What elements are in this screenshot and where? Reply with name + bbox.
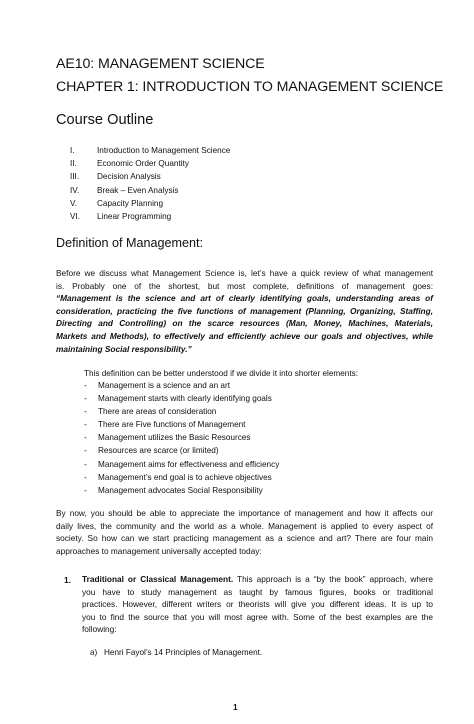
dash-bullet: -: [84, 381, 87, 390]
outline-text: Break – Even Analysis: [97, 185, 179, 195]
paragraph-line: Before we discuss what Management Science is, let’s have a quick review of what management: [56, 268, 433, 278]
quote-line: consideration, practicing the five functions of management (Planning, Organizing, Staffing,: [56, 305, 433, 316]
dash-bullet: -: [84, 459, 87, 469]
paragraph-line: you to find the source that you will most agree with. Some of the best examples are the: [82, 611, 433, 622]
paragraph-line: By now, you should be able to appreciate the importance of management and how it affects our: [56, 508, 433, 518]
quote-line: Directing and Controlling) on the scarce resources (Man, Money, Machines, Materials,: [56, 318, 433, 329]
paragraph-line: you have to study management as taught by famous figures, books or traditional: [82, 586, 433, 597]
course-outline-heading: Course Outline: [56, 112, 154, 128]
quote-line: Markets and Methods), to effectively and efficiently achieve our goals and objectives, while: [56, 330, 433, 341]
definition-heading: Definition of Management:: [56, 236, 204, 250]
outline-text: Decision Analysis: [97, 172, 161, 182]
list-item-text: Management starts with clearly identifying goals: [98, 394, 272, 404]
list-item-text: Management’s end goal is to achieve objectives: [98, 472, 272, 482]
dash-bullet: -: [84, 472, 87, 482]
paragraph-line: practices. However, different writers or theorists will give you different ideas. It is up to: [82, 599, 433, 610]
elements-intro: This definition can be better understood if we divide it into shorter elements:: [84, 369, 358, 378]
outline-text: Linear Programming: [97, 211, 172, 221]
chapter-title: CHAPTER 1: INTRODUCTION TO MANAGEMENT SCIENCE: [56, 79, 444, 95]
dash-bullet: -: [84, 485, 87, 495]
outline-text: Introduction to Management Science: [97, 146, 231, 155]
approach-title: Traditional or Classical Management.: [82, 574, 234, 584]
paragraph-line: society. So how can we start practicing management as a science and art? There are four main: [56, 533, 433, 544]
sub-item-a: [90, 648, 263, 657]
paragraph-line: approaches to management universally accepted today:: [56, 545, 262, 556]
sub-item-text: Henri Fayol’s 14 Principles of Management.: [104, 648, 263, 657]
quote-line: maintaining Social responsibility.”: [56, 343, 192, 354]
list-item-text: Management advocates Social Responsibility: [98, 485, 263, 495]
definition-paragraph: [56, 267, 433, 355]
outline-text: Economic Order Quantity: [97, 159, 189, 169]
list-item-text: There are areas of consideration: [98, 407, 217, 417]
outline-number: III.: [70, 172, 80, 182]
dash-bullet: -: [84, 433, 87, 443]
paragraph-line: daily lives, the community and the world as a whole. Management is applied to every aspect of: [56, 520, 433, 531]
outline-number: VI.: [70, 211, 81, 221]
paragraph-line: [82, 573, 433, 586]
outline-number: I.: [70, 146, 75, 155]
approach-number: 1.: [64, 575, 71, 585]
paragraph-line: following:: [82, 624, 117, 635]
dash-bullet: -: [84, 407, 87, 417]
list-item-text: There are Five functions of Management: [98, 420, 246, 430]
list-item-text: Management aims for effectiveness and efficiency: [98, 459, 280, 469]
list-item-text: Management utilizes the Basic Resources: [98, 433, 251, 443]
approach-paragraph: [82, 573, 433, 636]
list-item-text: Resources are scarce (or limited): [98, 446, 219, 456]
approach-first-line: This approach is a “by the book” approach, where: [233, 574, 433, 584]
dash-bullet: -: [84, 446, 87, 456]
paragraph-line: is. Probably one of the shortest, but most complete, definitions of management goes:: [56, 280, 433, 291]
dash-bullet: -: [84, 394, 87, 404]
outline-text: Capacity Planning: [97, 198, 163, 208]
list-item-text: Management is a science and an art: [98, 381, 230, 390]
course-code-title: AE10: MANAGEMENT SCIENCE: [56, 56, 265, 72]
page-number: 1: [233, 702, 238, 712]
quote-line: “Management is the science and art of clearly identifying goals, understanding areas of: [56, 293, 433, 304]
outline-number: IV.: [70, 185, 80, 195]
outline-number: V.: [70, 198, 77, 208]
approaches-paragraph: [56, 507, 433, 557]
sub-item-label: a): [90, 648, 98, 657]
outline-number: II.: [70, 159, 77, 169]
dash-bullet: -: [84, 420, 87, 430]
